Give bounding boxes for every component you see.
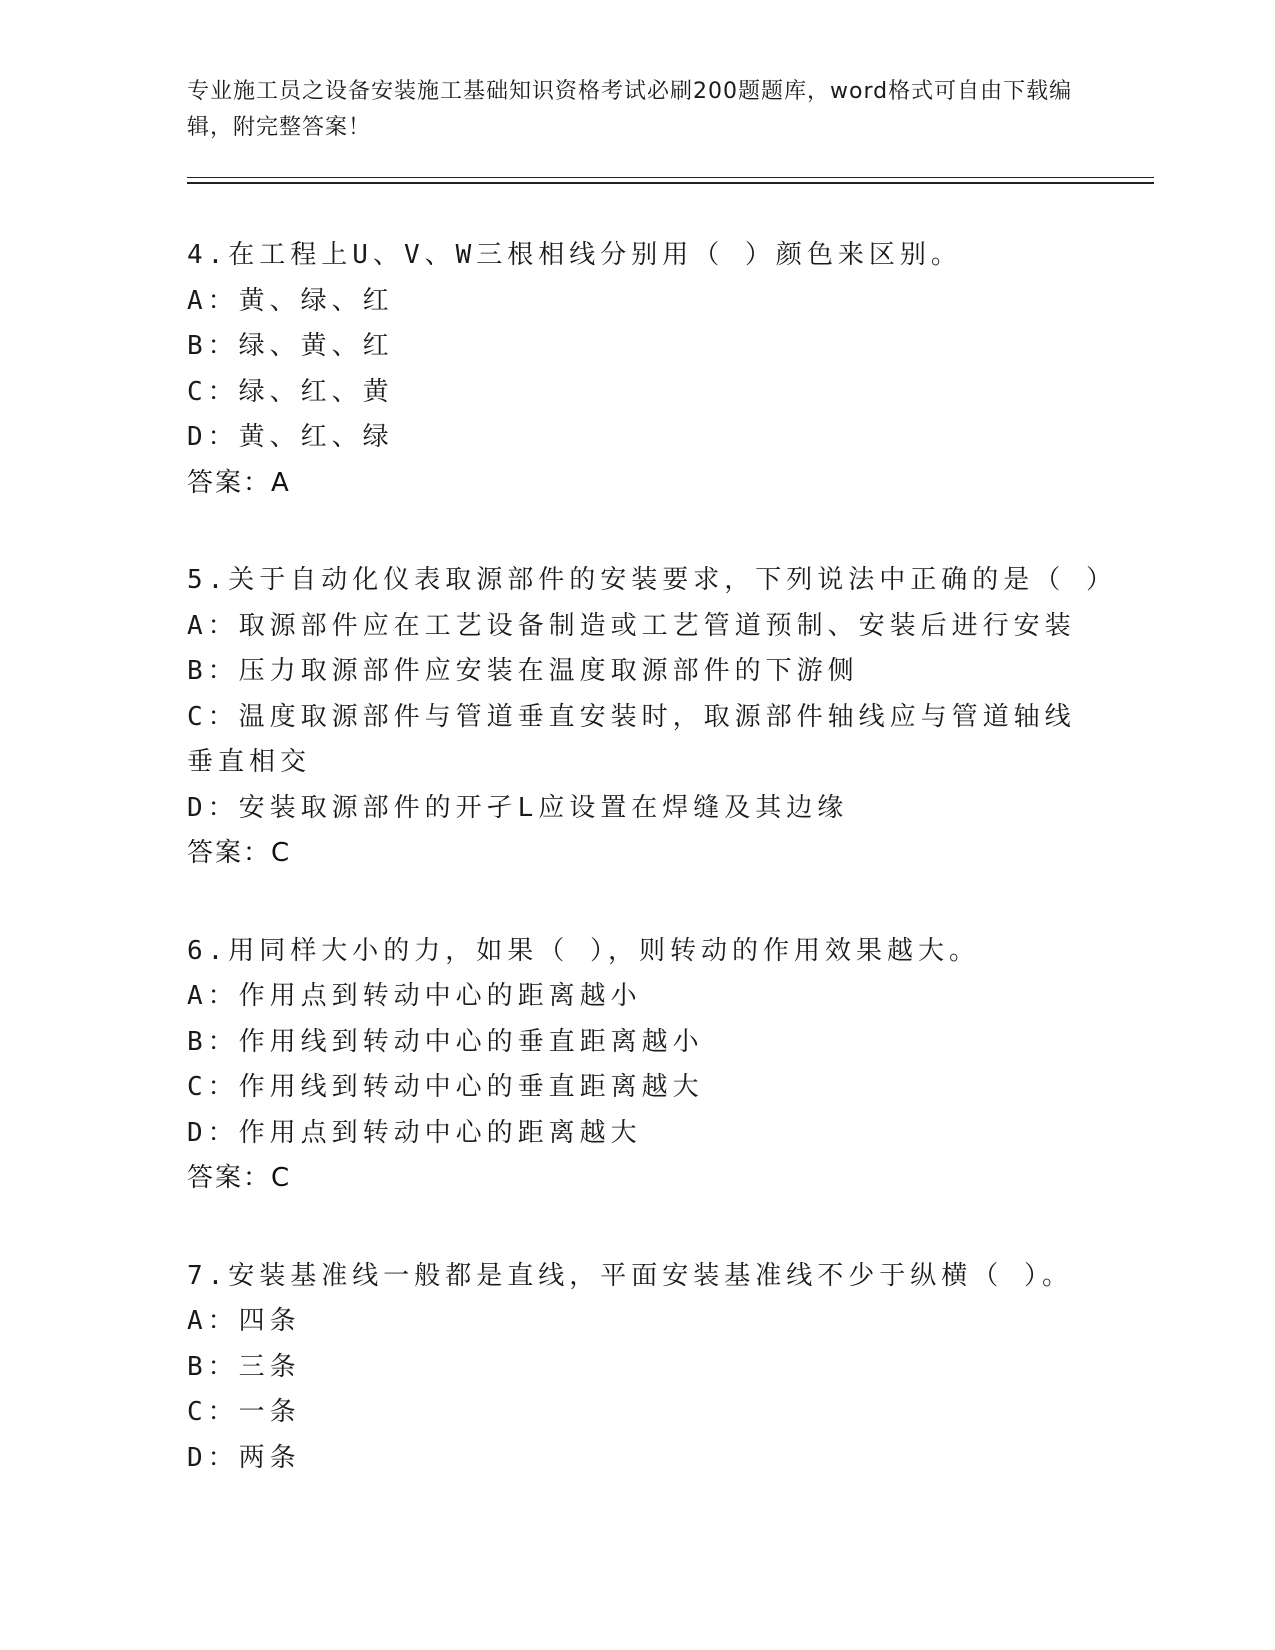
question-stem: 7.安装基准线一般都是直线，平面安装基准线不少于纵横（ ）。 [187,1260,1073,1291]
option-c: C：绿、红、黄 [187,376,394,407]
option-d: D：黄、红、绿 [187,422,394,452]
header-divider-thick [187,182,1154,184]
header-divider-thin [187,177,1154,178]
option-c: C：一条 [187,1397,301,1427]
document-header: 专业施工员之设备安装施工基础知识资格考试必刷200题题库，word格式可自由下载编辑，附完整答案！ [187,79,1073,140]
option-b: B：绿、黄、红 [187,331,394,361]
option-a: A：黄、绿、红 [187,285,394,316]
answer-text: 答案：C [187,1163,292,1193]
option-a: A：四条 [187,1306,301,1336]
question-4 [187,233,1087,506]
option-b: B：三条 [187,1351,301,1382]
question-list [187,233,1117,1533]
question-stem: 4.在工程上U、V、W三根相线分别用（ ）颜色来区别。 [187,240,962,270]
option-d: D：安装取源部件的开孑L应设置在焊缝及其边缘 [187,792,849,823]
option-b: B：压力取源部件应安装在温度取源部件的下游侧 [187,656,859,686]
answer-text: 答案：C [187,838,292,868]
question-stem: 5.关于自动化仪表取源部件的安装要求，下列说法中正确的是（ ） [187,565,1117,595]
option-c: C：温度取源部件与管道垂直安装时，取源部件轴线应与管道轴线垂直相交 [187,701,1076,777]
option-d: D：两条 [187,1442,301,1473]
question-6 [187,929,1087,1202]
question-7 [187,1254,1087,1482]
question-stem: 6.用同样大小的力，如果（ ），则转动的作用效果越大。 [187,935,980,966]
option-c: C：作用线到转动中心的垂直距离越大 [187,1072,704,1102]
question-5 [187,558,1117,877]
option-a: A：取源部件应在工艺设备制造或工艺管道预制、安装后进行安装 [187,610,1076,641]
option-a: A：作用点到转动中心的距离越小 [187,981,642,1011]
option-b: B：作用线到转动中心的垂直距离越小 [187,1026,704,1057]
answer-text: 答案：A [187,467,291,498]
option-d: D：作用点到转动中心的距离越大 [187,1117,642,1148]
